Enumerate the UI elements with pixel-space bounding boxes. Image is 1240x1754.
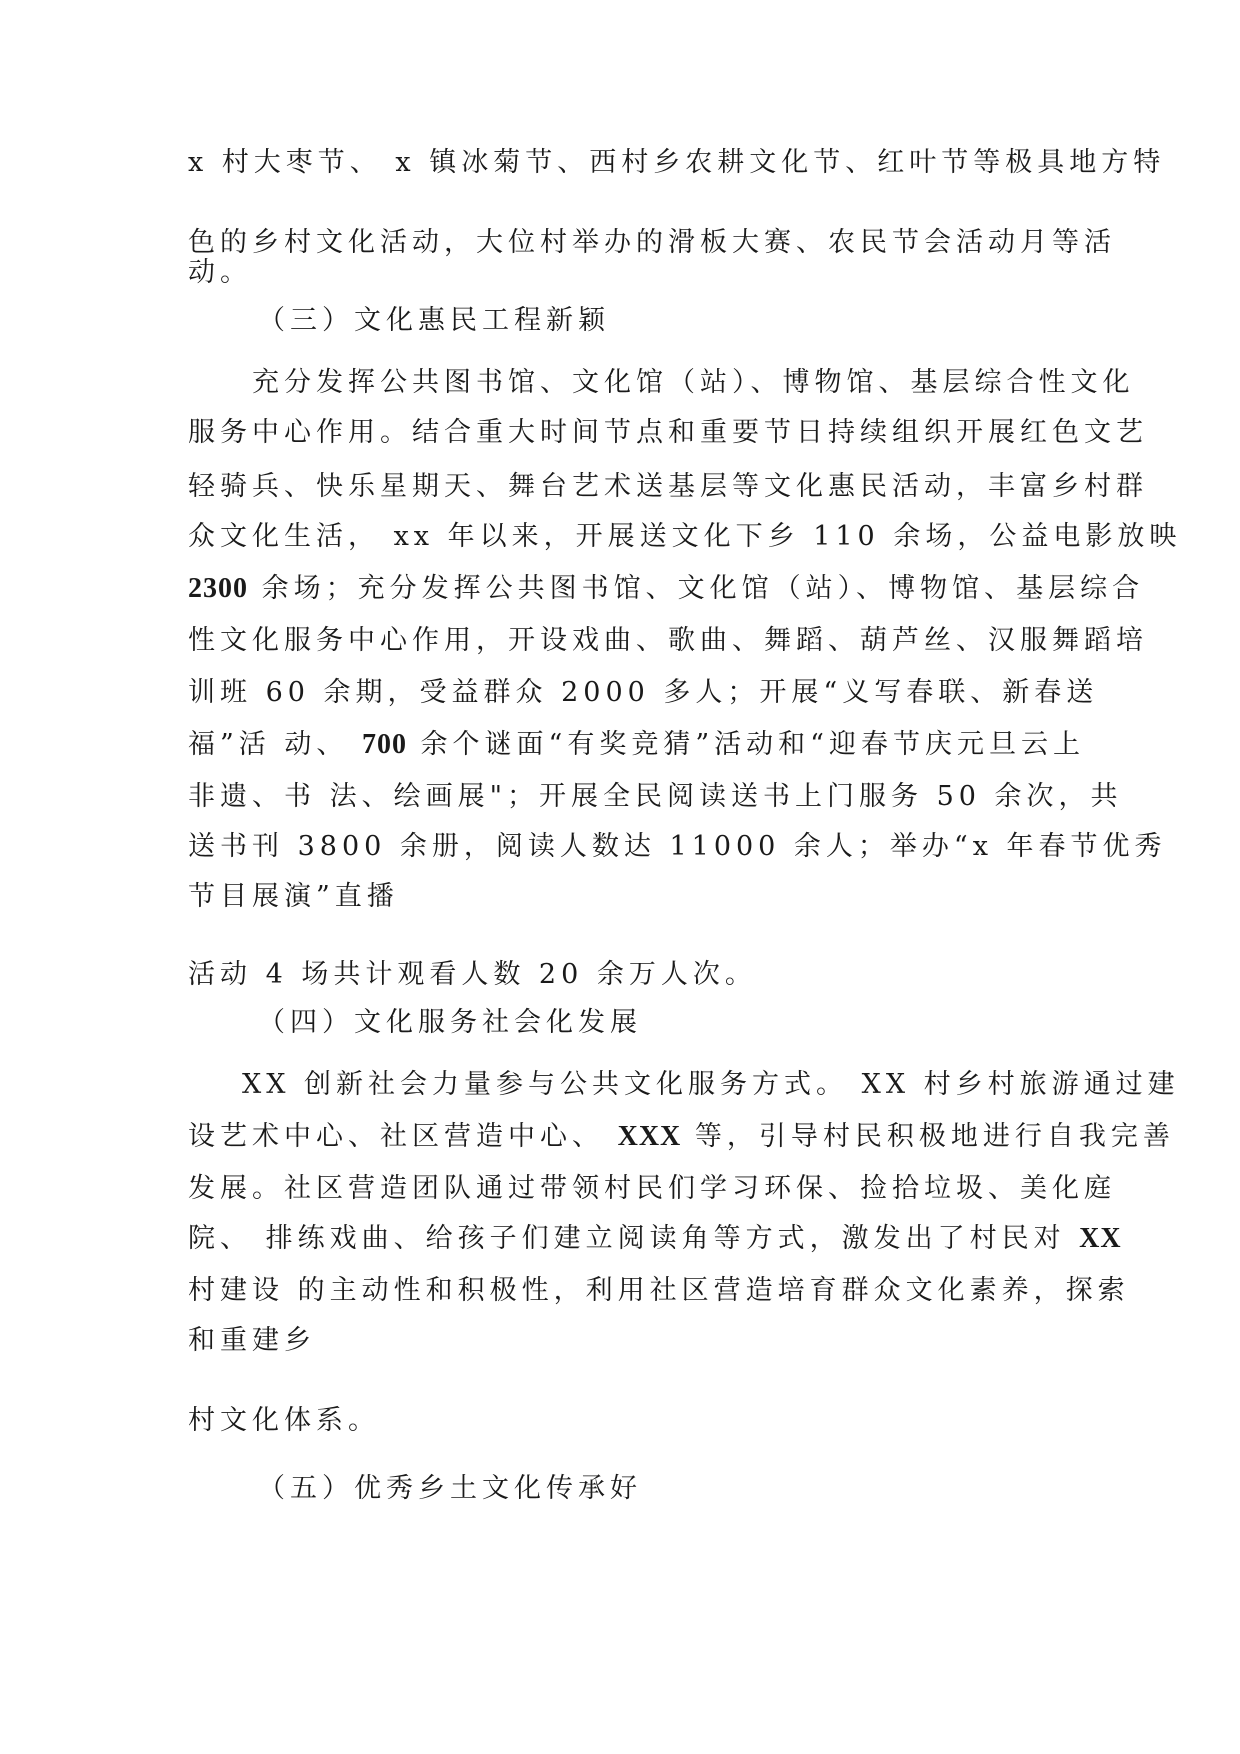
line-text: 福”活 动、 <box>188 729 362 760</box>
paragraph-line <box>188 1222 1122 1256</box>
paragraph-line: 发展。社区营造团队通过带领村民们学习环保、捡拾垃圾、美化庭 <box>188 1173 1116 1204</box>
paragraph-line: 众文化生活， xx 年以来，开展送文化下乡 110 余场，公益电影放映 <box>188 521 1182 552</box>
paragraph-line: 服务中心作用。结合重大时间节点和重要节日持续组织开展红色文艺 <box>188 417 1148 448</box>
line-text: 设艺术中心、社区营造中心、 <box>188 1121 618 1152</box>
paragraph-line: 轻骑兵、快乐星期天、舞台艺术送基层等文化惠民活动，丰富乡村群 <box>188 471 1148 502</box>
line-text: 余个谜面“有奖竞猜”活动和“迎春节庆元旦云上 <box>406 729 1085 760</box>
paragraph-line: 非遗、书 法、绘画展"；开展全民阅读送书上门服务 50 余次，共 <box>188 781 1123 812</box>
bold-text: XXX <box>617 1121 682 1152</box>
bold-number: 700 <box>361 729 407 760</box>
paragraph-line: 动。 <box>188 257 252 288</box>
section-heading: （五）优秀乡土文化传承好 <box>258 1473 642 1504</box>
paragraph-line: 村建设 的主动性和积极性，利用社区营造培育群众文化素养，探索 <box>188 1275 1130 1306</box>
paragraph-line: 色的乡村文化活动，大位村举办的滑板大赛、农民节会活动月等活 <box>188 227 1116 258</box>
line-text: 余场；充分发挥公共图书馆、文化馆（站）、博物馆、基层综合 <box>248 573 1145 604</box>
section-heading: （四）文化服务社会化发展 <box>258 1007 642 1038</box>
bold-number: 2300 <box>188 573 248 604</box>
paragraph-line <box>188 728 1085 762</box>
paragraph-line: 活动 4 场共计观看人数 20 余万人次。 <box>188 959 757 990</box>
paragraph-line: 性文化服务中心作用，开设戏曲、歌曲、舞蹈、葫芦丝、汉服舞蹈培 <box>188 625 1148 656</box>
line-text: 院、 排练戏曲、给孩子们建立阅读角等方式，激发出了村民对 <box>188 1223 1080 1254</box>
paragraph-line: 训班 60 余期，受益群众 2000 多人；开展“义写春联、新春送 <box>188 677 1099 708</box>
paragraph-line: XX 创新社会力量参与公共文化服务方式。 XX 村乡村旅游通过建 <box>242 1069 1180 1100</box>
section-heading: （三）文化惠民工程新颖 <box>258 305 610 336</box>
paragraph-line: 充分发挥公共图书馆、文化馆（站）、博物馆、基层综合性文化 <box>252 367 1135 398</box>
line-text: 等，引导村民积极地进行自我完善 <box>681 1121 1175 1152</box>
paragraph-line <box>188 1120 1175 1154</box>
paragraph-line: 和重建乡 <box>188 1325 316 1356</box>
paragraph-line: 节目展演”直播 <box>188 881 399 912</box>
bold-text: XX <box>1079 1223 1122 1254</box>
paragraph-line: 送书刊 3800 余册，阅读人数达 11000 余人；举办“x 年春节优秀 <box>188 831 1167 862</box>
paragraph-line: 村文化体系。 <box>188 1405 380 1436</box>
paragraph-line: x 村大枣节、 x 镇冰菊节、西村乡农耕文化节、红叶节等极具地方特 <box>188 147 1166 178</box>
paragraph-line <box>188 572 1144 606</box>
